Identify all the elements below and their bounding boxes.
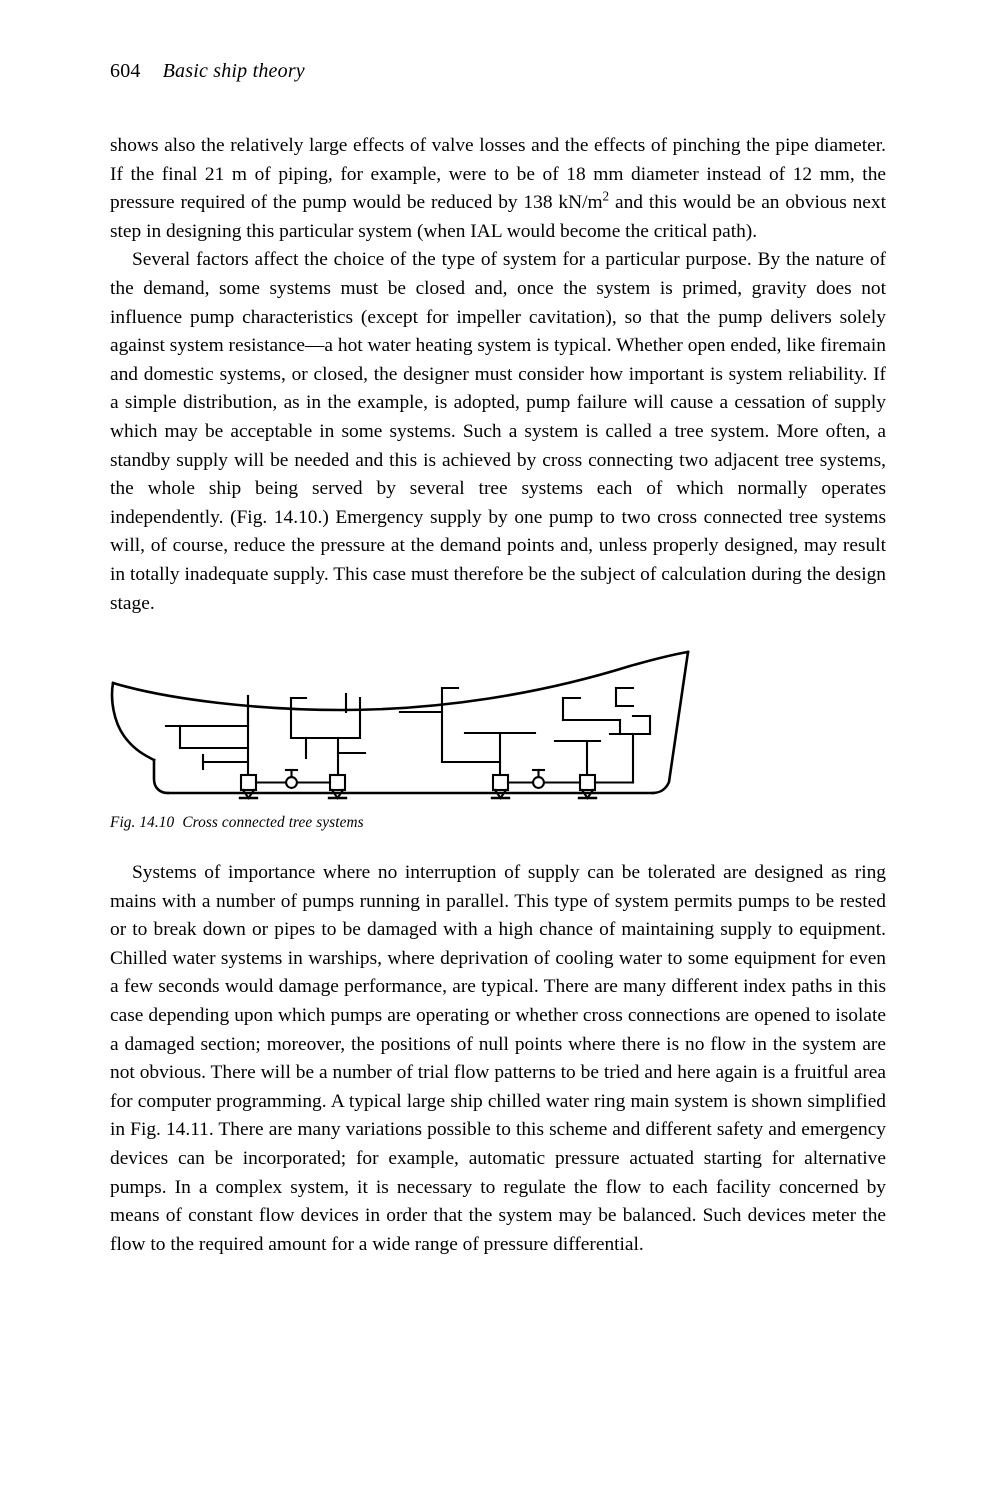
paragraph-3: Systems of importance where no interruption of supply can be tolerated are designed as ring mains with a number of pumps running in parallel. This type of system permits pumps to be rested or to break down or pipes to be damaged with a high chance of maintaining supply to equipment. Chilled water systems in warships, where deprivation of cooling water to some equipment for even a few seconds would damage performance, are typical. There are many different index paths in this case depending upon which pumps are operating or whether cross connections are opened to isolate a damaged section; moreover, the positions of null points where there is no flow in the system are not obvious. There will be a number of trial flow patterns to be tried and here again is a fruitful area for computer programming. A typical large ship chilled water ring main system is shown simplified in Fig. 14.11. There are many variations possible to this scheme and different safety and emergency devices can be incorporated; for example, automatic pressure actuated starting for alternative pumps. In a complex system, it is necessary to regulate the flow to each facility concerned by means of constant flow devices in order that the system may be balanced. Such devices meter the flow to the required amount for a wide range of pressure differential. (110, 862, 886, 1255)
paragraph-1 (110, 132, 886, 246)
pump-3-body (493, 775, 508, 790)
page-number: 604 (110, 60, 141, 82)
paragraph-1-text-continued: and this would be an obvious next step in designing this particular system (when IAL would become the critical path). (110, 192, 887, 242)
bow-stem (112, 683, 154, 760)
midships-box (291, 698, 360, 738)
sheer-line (113, 652, 688, 710)
left-cross-connection-valve (286, 777, 297, 788)
pump-4-body (580, 775, 595, 790)
running-head (110, 60, 886, 84)
figure-14-10 (110, 638, 886, 833)
page-content (110, 60, 886, 1259)
figure-artwork (110, 638, 710, 803)
paragraph-1-text: shows also the relatively large effects of valve losses and the effects of pinching the pipe diameter. If the final 21 m of piping, for example, were to be of 18 mm diameter instead of 12 mm, the pressure required of the pump would be reduced by 138 kN/m (110, 135, 886, 214)
transom (653, 652, 688, 793)
paragraph-2: Several factors affect the choice of the type of system for a particular purpose. By the nature of the demand, some systems must be closed and, once the system is primed, gravity does not influence pump characteristics (except for impeller cavitation), so that the pump delivers solely against system resistance—a hot water heating system is typical. Whether open ended, like firemain and domestic systems, or closed, the designer must consider how important is system reliability. If a simple distribution, as in the example, is adopted, pump failure will cause a cessation of supply which may be acceptable in some systems. Such a system is called a tree system. More often, a standby supply will be needed and this is achieved by cross connecting two adjacent tree systems, the whole ship being served by several tree systems each of which normally operates independently. (Fig. 14.10.) Emergency supply by one pump to two cross connected tree systems will, of course, reduce the pressure at the demand points and, unless properly designed, may result in totally inadequate supply. This case must therefore be the subject of calculation during the design stage. (110, 249, 886, 614)
book-title: Basic ship theory (162, 60, 305, 82)
pump-1-body (241, 775, 256, 790)
forefoot (154, 760, 168, 793)
right-cross-connection-valve (533, 777, 544, 788)
figure-caption (110, 813, 886, 833)
superscript-squared: 2 (602, 188, 610, 204)
figure-caption-text: Cross connected tree systems (182, 814, 364, 832)
pump-2-body (330, 775, 345, 790)
cross-connected-tree-systems-diagram (110, 638, 710, 803)
figure-number: Fig. 14.10 (110, 814, 175, 832)
